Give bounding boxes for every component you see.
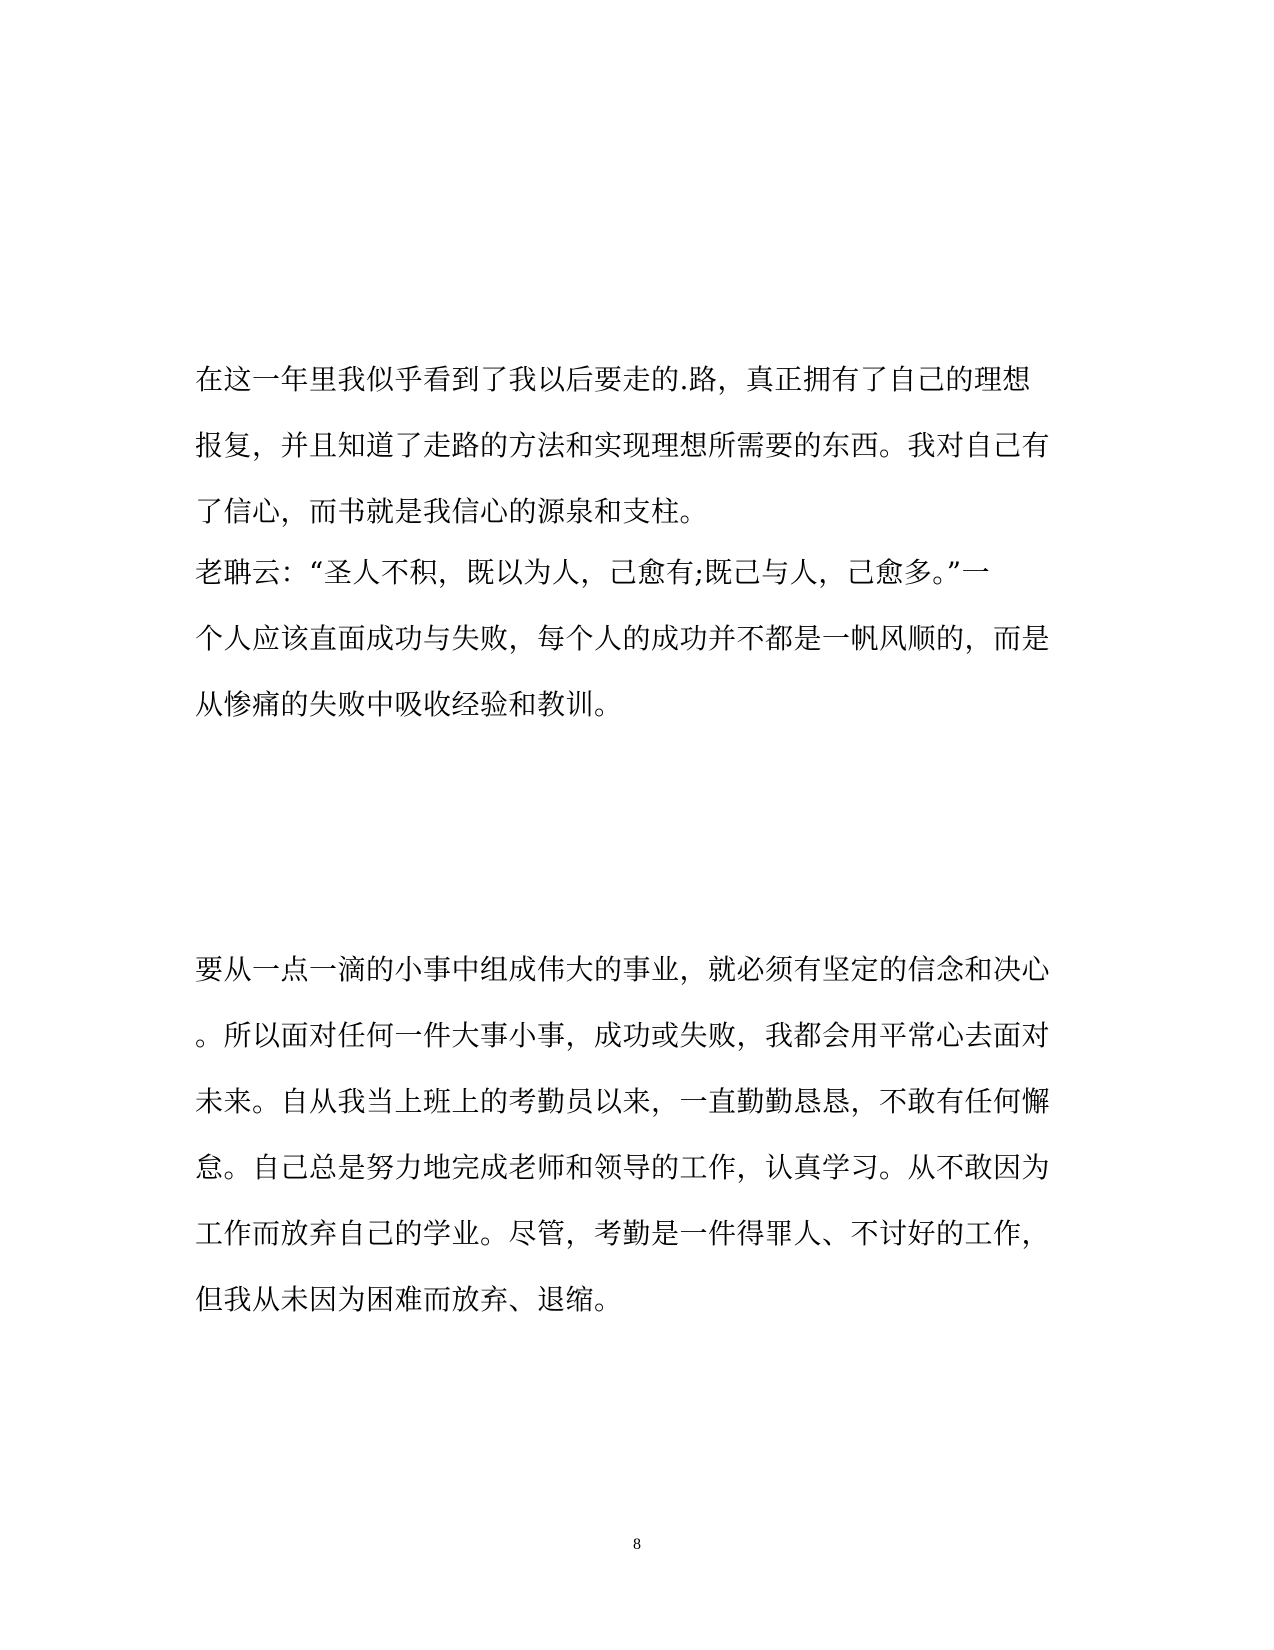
- paragraph-line: 未来。自从我当上班上的考勤员以来，一直勤勤恳恳，不敢有任何懈: [195, 1085, 1051, 1118]
- paragraph-line: 了信心，而书就是我信心的源泉和支柱。: [195, 495, 709, 528]
- paragraph-line: 在这一年里我似乎看到了我以后要走的.路，真正拥有了自己的理想: [195, 363, 1031, 396]
- paragraph-line: 报复，并且知道了走路的方法和实现理想所需要的东西。我对自己有: [195, 429, 1051, 462]
- paragraph-line: 个人应该直面成功与失败，每个人的成功并不都是一帆风顺的，而是: [195, 622, 1051, 655]
- paragraph-3: [195, 937, 1075, 1333]
- paragraph-line: 但我从未因为困难而放弃、退缩。: [195, 1283, 623, 1316]
- paragraph-line: 要从一点一滴的小事中组成伟大的事业，就必须有坚定的信念和决心: [195, 953, 1051, 986]
- paragraph-line: 老聃云：“圣人不积，既以为人，己愈有;既己与人，己愈多。”一: [195, 556, 991, 589]
- paragraph-line: 。所以面对任何一件大事小事，成功或失败，我都会用平常心去面对: [195, 1019, 1051, 1052]
- paragraph-line: 从惨痛的失败中吸收经验和教训。: [195, 688, 623, 721]
- paragraph-1: [195, 347, 1075, 545]
- paragraph-2: [195, 540, 1075, 738]
- paragraph-line: 怠。自己总是努力地完成老师和领导的工作，认真学习。从不敢因为: [195, 1151, 1051, 1184]
- page-number: 8: [633, 1536, 641, 1553]
- paragraph-line: 工作而放弃自己的学业。尽管，考勤是一件得罪人、不讨好的工作，: [195, 1217, 1051, 1250]
